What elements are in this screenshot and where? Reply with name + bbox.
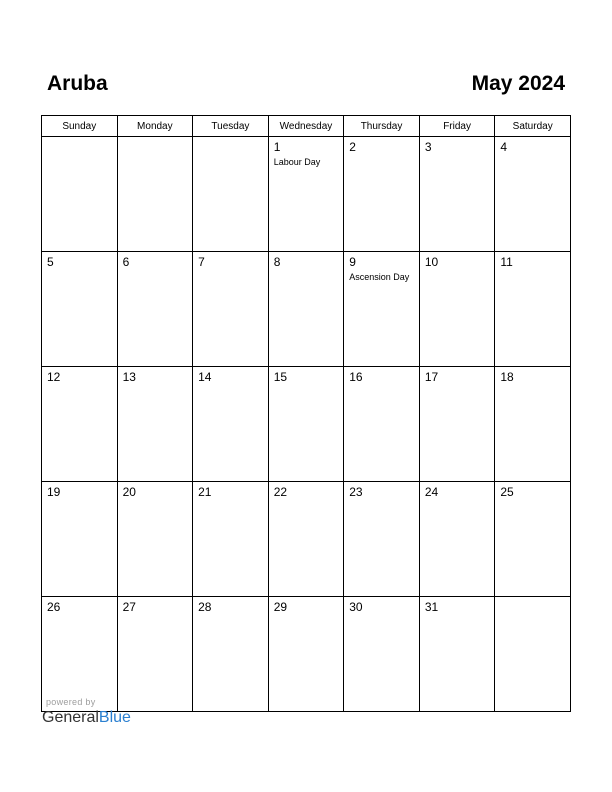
day-cell — [117, 367, 193, 482]
day-cell — [495, 597, 571, 712]
brand-logo[interactable] — [42, 709, 131, 727]
day-number: 19 — [47, 485, 61, 499]
day-cell — [117, 597, 193, 712]
day-number: 29 — [273, 600, 288, 614]
day-number: 12 — [47, 370, 61, 384]
holiday-label: Ascension Day — [349, 272, 410, 282]
day-number: 16 — [349, 370, 363, 384]
day-cell — [117, 482, 193, 597]
day-cell — [193, 367, 269, 482]
day-number: 1 — [273, 140, 281, 154]
day-number: 27 — [122, 600, 136, 614]
day-cell — [268, 597, 344, 712]
day-number: 10 — [424, 255, 439, 269]
day-cell — [117, 137, 193, 252]
week-row — [42, 137, 571, 252]
day-number: 3 — [424, 140, 432, 154]
day-cell — [117, 252, 193, 367]
week-row — [42, 252, 571, 367]
brand-logo-general: General — [42, 709, 99, 726]
weekday-thursday: Thursday — [344, 116, 420, 137]
day-number: 15 — [273, 370, 288, 384]
weekday-sunday: Sunday — [42, 116, 118, 137]
day-cell — [42, 597, 118, 712]
day-cell — [193, 597, 269, 712]
day-cell — [344, 597, 420, 712]
month-year-title: May 2024 — [471, 72, 565, 95]
calendar-grid — [41, 115, 571, 712]
day-cell — [419, 482, 495, 597]
day-number: 4 — [500, 140, 508, 154]
day-number: 24 — [424, 485, 439, 499]
day-cell — [419, 137, 495, 252]
day-cell — [344, 137, 420, 252]
day-number: 26 — [47, 600, 61, 614]
weekday-friday: Friday — [419, 116, 495, 137]
day-cell — [268, 482, 344, 597]
day-cell — [419, 252, 495, 367]
day-number: 2 — [349, 140, 356, 154]
day-cell — [344, 367, 420, 482]
weekday-saturday: Saturday — [495, 116, 571, 137]
holiday-label: Labour Day — [273, 157, 321, 167]
day-number: 23 — [349, 485, 363, 499]
day-cell — [42, 137, 118, 252]
day-number: 13 — [122, 370, 136, 384]
day-cell — [193, 137, 269, 252]
powered-by-label: powered by — [46, 697, 96, 707]
day-cell — [344, 252, 420, 367]
day-cell — [495, 252, 571, 367]
day-number: 6 — [122, 255, 130, 269]
day-number: 30 — [349, 600, 363, 614]
day-number: 9 — [349, 255, 356, 269]
day-number: 31 — [424, 600, 439, 614]
day-number: 14 — [198, 370, 212, 384]
day-number: 7 — [198, 255, 205, 269]
day-number: 17 — [424, 370, 439, 384]
week-row — [42, 367, 571, 482]
weekday-monday: Monday — [117, 116, 193, 137]
day-number: 25 — [500, 485, 514, 499]
day-cell — [42, 482, 118, 597]
day-cell — [268, 137, 344, 252]
day-cell — [495, 367, 571, 482]
day-cell — [268, 367, 344, 482]
day-number: 11 — [500, 255, 513, 269]
country-title: Aruba — [47, 72, 108, 95]
day-cell — [419, 367, 495, 482]
day-cell — [193, 482, 269, 597]
day-number: 5 — [47, 255, 54, 269]
week-row — [42, 597, 571, 712]
weekday-wednesday: Wednesday — [268, 116, 344, 137]
day-cell — [193, 252, 269, 367]
day-cell — [495, 482, 571, 597]
day-number: 18 — [500, 370, 514, 384]
day-number: 28 — [198, 600, 212, 614]
day-cell — [495, 137, 571, 252]
weekday-tuesday: Tuesday — [193, 116, 269, 137]
day-number: 21 — [198, 485, 212, 499]
day-number: 20 — [122, 485, 136, 499]
day-cell — [419, 597, 495, 712]
weekday-header-row — [42, 116, 571, 137]
day-cell — [42, 367, 118, 482]
day-number: 8 — [273, 255, 281, 269]
day-number: 22 — [273, 485, 288, 499]
day-cell — [344, 482, 420, 597]
week-row — [42, 482, 571, 597]
day-cell — [42, 252, 118, 367]
day-cell — [268, 252, 344, 367]
brand-logo-blue: Blue — [98, 709, 131, 726]
